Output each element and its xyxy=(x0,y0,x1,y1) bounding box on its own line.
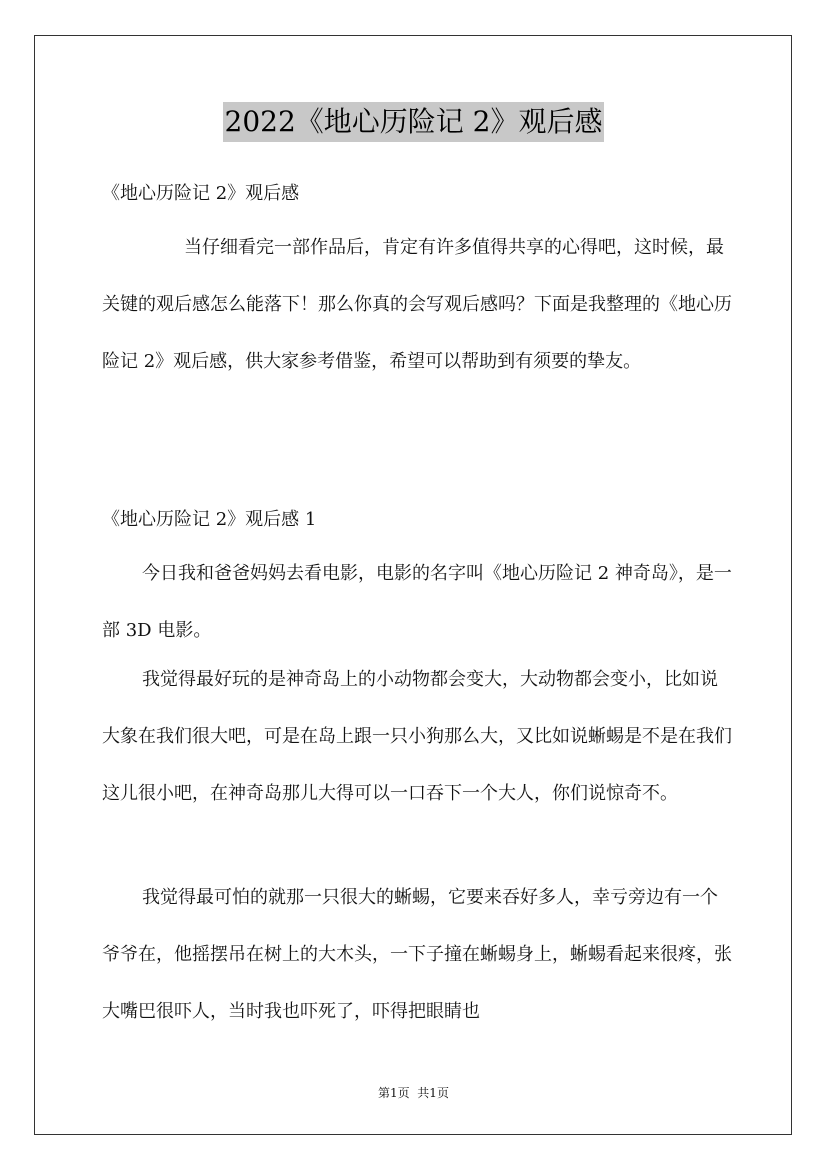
intro-heading: 《地心历险记 2》观后感 xyxy=(102,183,300,204)
body-paragraph-2: 我觉得最好玩的是神奇岛上的小动物都会变大，大动物都会变小，比如说大象在我们很大吧，可是在岛上跟一只小狗那么大，又比如说蜥蜴是不是在我们这儿很小吧，在神奇岛那儿大得可以一口吞下一个大人，你们说惊奇不。 xyxy=(102,669,732,804)
body-paragraph-3: 我觉得最可怕的就那一只很大的蜥蜴，它要来吞好多人，幸亏旁边有一个爷爷在，他摇摆吊在树上的大木头，一下子撞在蜥蜴身上，蜥蜴看起来很疼，张大嘴巴很吓人，当时我也吓死了，吓得把眼睛也 xyxy=(102,887,732,1022)
intro-paragraph: 当仔细看完一部作品后，肯定有许多值得共享的心得吧，这时候，最关键的观后感怎么能落下！那么你真的会写观后感吗？下面是我整理的《地心历险记 2》观后感，供大家参考借鉴，希望可以帮助到有须要的挚友。 xyxy=(102,237,732,372)
section-heading: 《地心历险记 2》观后感 1 xyxy=(102,509,317,530)
title-container xyxy=(0,102,827,142)
document-title: 2022《地心历险记 2》观后感 xyxy=(223,102,605,142)
body-paragraph-1: 今日我和爸爸妈妈去看电影，电影的名字叫《地心历险记 2 神奇岛》，是一部 3D 电影。 xyxy=(102,563,732,641)
page-footer: 第1页 共1页 xyxy=(378,1086,449,1100)
